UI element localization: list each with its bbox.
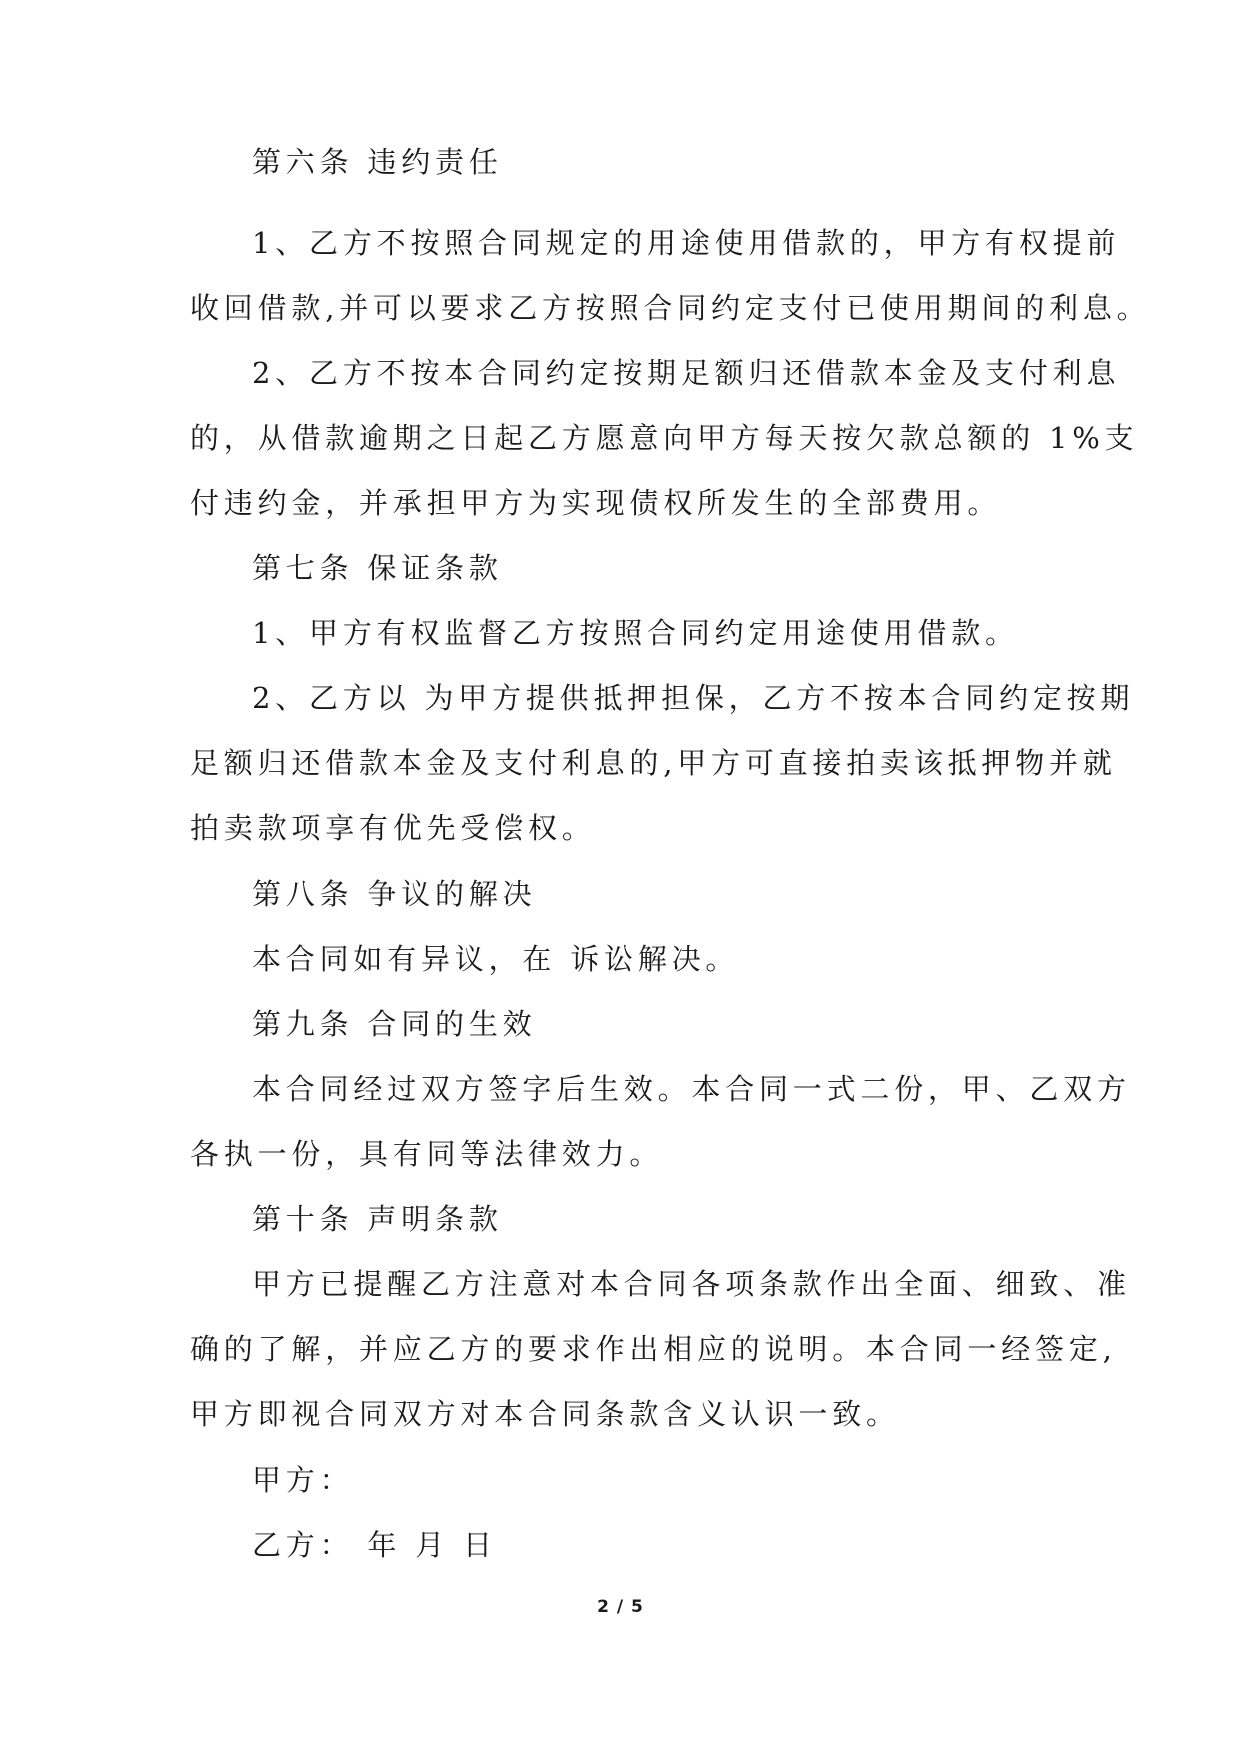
article-6-clause-1-line-2: 收回借款,并可以要求乙方按照合同约定支付已使用期间的利息。 — [190, 291, 1151, 325]
article-6-clause-2-line-3: 付违约金，并承担甲方为实现债权所发生的全部费用。 — [190, 486, 1002, 520]
article-8-heading: 第八条 争议的解决 — [252, 877, 537, 911]
article-7-clause-2-line-2: 足额归还借款本金及支付利息的,甲方可直接拍卖该抵押物并就 — [190, 746, 1117, 780]
article-9-heading: 第九条 合同的生效 — [252, 1007, 537, 1041]
signature-party-a: 甲方： — [252, 1463, 354, 1497]
article-10-body-line-3: 甲方即视合同双方对本合同条款含义认识一致。 — [190, 1397, 900, 1431]
article-8-body-line-1: 本合同如有异议，在 诉讼解决。 — [252, 942, 740, 976]
article-7-heading: 第七条 保证条款 — [252, 551, 503, 585]
article-9-body-line-2: 各执一份，具有同等法律效力。 — [190, 1137, 664, 1171]
article-10-heading: 第十条 声明条款 — [252, 1202, 503, 1236]
article-7-clause-2-line-3: 拍卖款项享有优先受偿权。 — [190, 811, 596, 845]
article-9-body-line-1: 本合同经过双方签字后生效。本合同一式二份，甲、乙双方 — [252, 1072, 1131, 1106]
article-7-clause-1-line-1: 1、甲方有权监督乙方按照合同约定用途使用借款。 — [252, 616, 1019, 650]
article-10-body-line-1: 甲方已提醒乙方注意对本合同各项条款作出全面、细致、准 — [252, 1267, 1131, 1301]
article-10-body-line-2: 确的了解，并应乙方的要求作出相应的说明。本合同一经签定, — [190, 1332, 1117, 1366]
article-7-clause-2-line-1: 2、乙方以 为甲方提供抵押担保，乙方不按本合同约定按期 — [252, 681, 1135, 715]
page-indicator: 2 / 5 — [597, 1597, 644, 1617]
article-6-clause-2-line-1: 2、乙方不按本合同约定按期足额归还借款本金及支付利息 — [252, 356, 1121, 390]
article-6-clause-1-line-1: 1、乙方不按照合同规定的用途使用借款的，甲方有权提前 — [252, 226, 1121, 260]
article-6-clause-2-line-2: 的，从借款逾期之日起乙方愿意向甲方每天按欠款总额的 1%支 — [190, 421, 1139, 455]
signature-party-b-date: 乙方： 年 月 日 — [252, 1528, 497, 1562]
article-6-heading: 第六条 违约责任 — [252, 145, 503, 179]
